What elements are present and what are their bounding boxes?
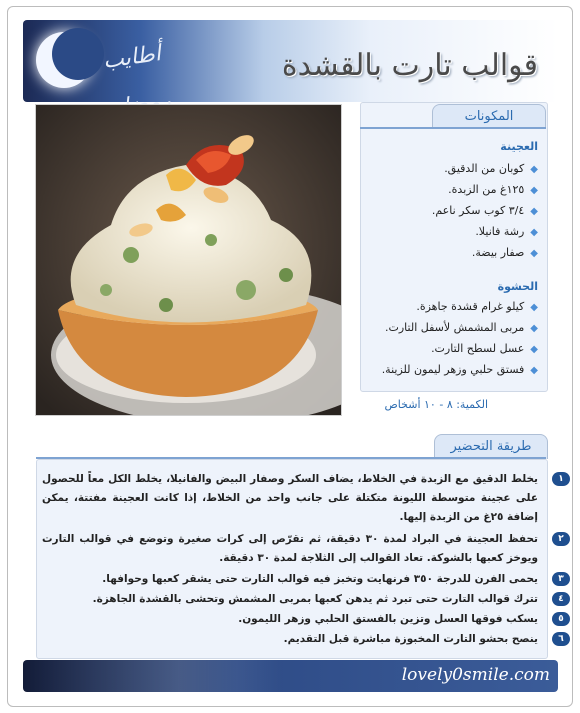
step-4 — [42, 590, 564, 609]
step-number-badge: ١ — [552, 472, 570, 486]
diamond-bullet-icon: ◆ — [530, 323, 538, 334]
footer-glow — [23, 660, 283, 692]
step-3 — [42, 570, 564, 589]
tab-preparation: طريقة التحضير — [434, 434, 548, 459]
list-item: ◆عسل لسطح التارت. — [431, 342, 538, 355]
filling-list — [362, 296, 538, 380]
step-text: تترك قوالب التارت حتى تبرد ثم يدهن كعبها بمربى المشمش وتحشى بالقشدة الجاهزة. — [92, 593, 538, 605]
step-6 — [42, 630, 564, 649]
step-number-badge: ٤ — [552, 592, 570, 606]
list-item: ◆رشة فانيلا. — [475, 225, 538, 238]
diamond-bullet-icon: ◆ — [530, 344, 538, 355]
diamond-bullet-icon: ◆ — [530, 206, 538, 217]
step-number-badge: ٥ — [552, 612, 570, 626]
dough-list — [362, 158, 538, 263]
step-text: يخلط الدقيق مع الزبدة في الخلاط، يضاف السكر وصفار البيض والفانيلا، يخلط الكل معاً للحصول على عجينة متوسطة الليونة متكتلة على جانب واحد من الخلاط، إذا كانت العجينة مفتتة، يمكن إضافة ٢٥غ من الزبدة إليها. — [42, 473, 538, 523]
step-1 — [42, 470, 564, 527]
filling-heading: الحشوة — [497, 280, 538, 293]
list-item: ◆فستق حلبي وزهر ليمون للزينة. — [381, 363, 538, 376]
list-item: ◆مربى المشمش لأسفل التارت. — [385, 321, 538, 334]
step-text: يحمى الفرن للدرجة ٣٥٠ فرنهايت وتخبز فيه قوالب التارت حتى يشقر كعبها وحوافها. — [102, 573, 538, 585]
step-text: يسكب فوقها العسل وتزين بالفستق الحلبي وزهر الليمون. — [238, 613, 538, 625]
list-item: ◆كوبان من الدقيق. — [444, 162, 538, 175]
step-number-badge: ٢ — [552, 532, 570, 546]
site-link[interactable]: lovely0smile.com — [401, 665, 550, 685]
diamond-bullet-icon: ◆ — [530, 164, 538, 175]
servings-quantity: الكمية: ٨ - ١٠ أشخاص — [384, 398, 488, 411]
recipe-photo — [35, 104, 342, 416]
list-item: ◆صفار بيضة. — [471, 246, 538, 259]
diamond-bullet-icon: ◆ — [530, 185, 538, 196]
list-item: ◆١٢٥غ من الزبدة. — [448, 183, 538, 196]
dough-heading: العجينة — [500, 140, 538, 153]
tab-underline — [360, 127, 546, 129]
list-item: ◆كيلو غرام قشدة جاهزة. — [416, 300, 538, 313]
step-2 — [42, 530, 564, 568]
diamond-bullet-icon: ◆ — [530, 302, 538, 313]
page-title: قوالب تارت بالقشدة — [281, 48, 538, 83]
diamond-bullet-icon: ◆ — [530, 248, 538, 259]
step-5 — [42, 610, 564, 629]
step-number-badge: ٣ — [552, 572, 570, 586]
tart-illustration — [36, 105, 341, 415]
step-number-badge: ٦ — [552, 632, 570, 646]
step-text: ينصح بحشو التارت المخبوزة مباشرة قبل التقديم. — [283, 633, 538, 645]
diamond-bullet-icon: ◆ — [530, 365, 538, 376]
logo-text: أطايب — [101, 41, 163, 74]
step-text: تحفظ العجينة في البراد لمدة ٣٠ دقيقة، ثم تقرّص إلى كرات صغيرة وتوضع في قوالب التارت ويوخز كعبها بالشوكة. تعاد القوالب إلى الثلاجة لمدة ٣٠ دقيقة. — [42, 533, 538, 564]
diamond-bullet-icon: ◆ — [530, 227, 538, 238]
list-item: ◆٣/٤ كوب سكر ناعم. — [431, 204, 538, 217]
tab-ingredients: المكونات — [432, 104, 546, 129]
